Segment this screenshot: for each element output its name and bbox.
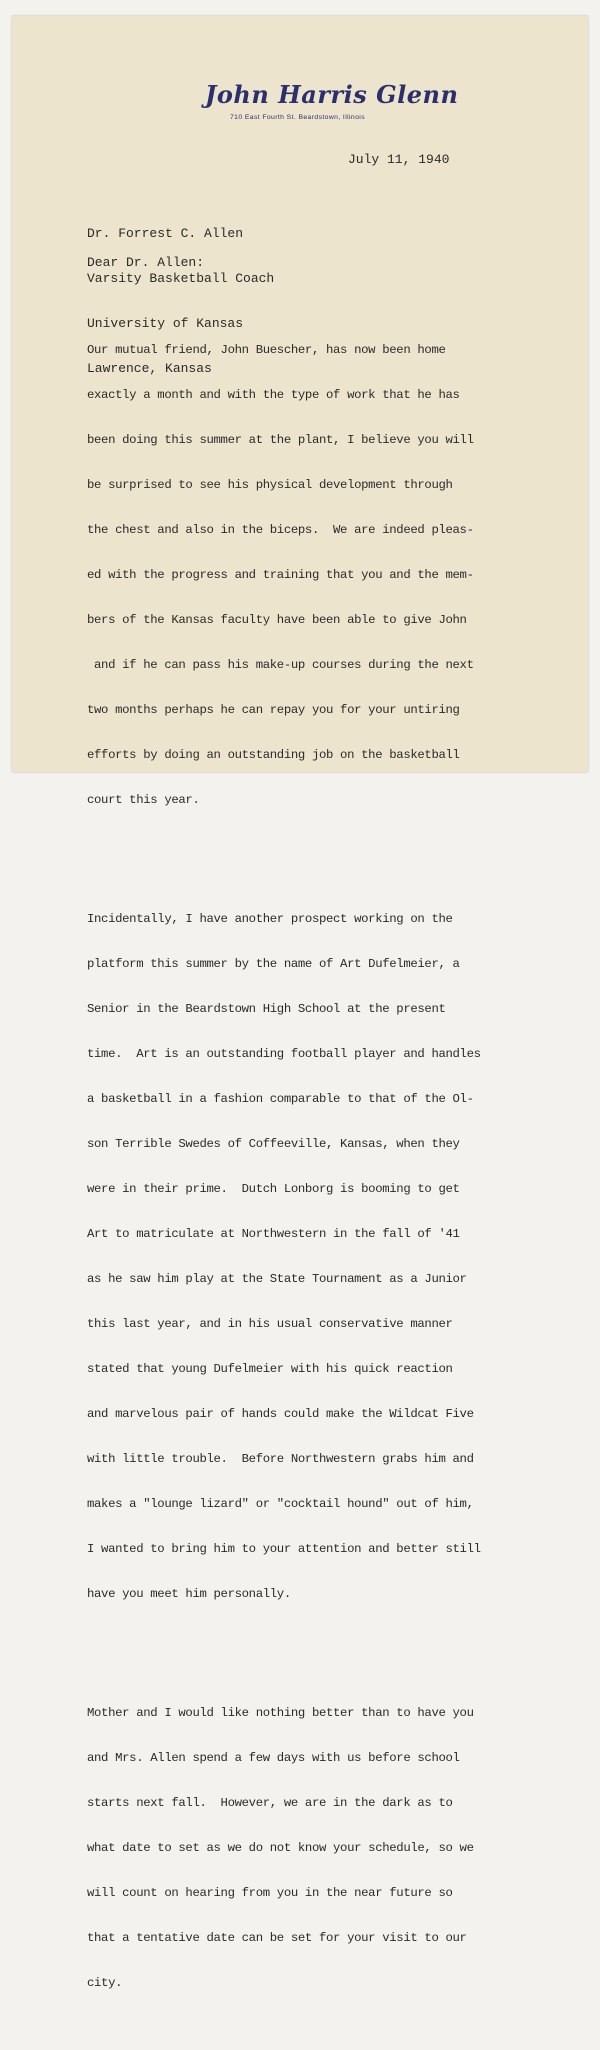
body-line: and if he can pass his make-up courses during the next bbox=[87, 658, 474, 672]
body-line: two months perhaps he can repay you for your untiring bbox=[87, 703, 460, 717]
body-line: ed with the progress and training that you and the mem- bbox=[87, 568, 474, 582]
recipient-line: Varsity Basketball Coach bbox=[87, 271, 275, 286]
paragraph bbox=[87, 313, 481, 838]
body-line: a basketball in a fashion comparable to that of the Ol- bbox=[87, 1092, 474, 1106]
body-line: Art to matriculate at Northwestern in the fall of '41 bbox=[87, 1227, 460, 1241]
body-line: have you meet him personally. bbox=[87, 1587, 291, 1601]
body-line: and Mrs. Allen spend a few days with us before school bbox=[87, 1751, 460, 1765]
body-line: will count on hearing from you in the near future so bbox=[87, 1886, 453, 1900]
body-line: and marvelous pair of hands could make the Wildcat Five bbox=[87, 1407, 474, 1421]
body-line: city. bbox=[87, 1976, 123, 1990]
letterhead-name: John Harris Glenn bbox=[205, 80, 459, 109]
body-line: the chest and also in the biceps. We are indeed pleas- bbox=[87, 523, 474, 537]
salutation: Dear Dr. Allen: bbox=[87, 255, 205, 270]
body-line: Senior in the Beardstown High School at the present bbox=[87, 1002, 446, 1016]
body-line: be surprised to see his physical development through bbox=[87, 478, 453, 492]
body-line: I wanted to bring him to your attention and better still bbox=[87, 1542, 481, 1556]
letterhead-address: 710 East Fourth St. Beardstown, Illinois bbox=[230, 114, 366, 121]
body-line: stated that young Dufelmeier with his quick reaction bbox=[87, 1362, 453, 1376]
body-line: were in their prime. Dutch Lonborg is booming to get bbox=[87, 1182, 460, 1196]
letter-body bbox=[87, 283, 481, 2050]
body-line: this last year, and in his usual conservative manner bbox=[87, 1317, 453, 1331]
body-line: as he saw him play at the State Tournament as a Junior bbox=[87, 1272, 467, 1286]
body-line: makes a "lounge lizard" or "cocktail hound" out of him, bbox=[87, 1497, 474, 1511]
body-line: Mother and I would like nothing better than to have you bbox=[87, 1706, 474, 1720]
paragraph bbox=[87, 1676, 481, 2021]
body-line: time. Art is an outstanding football player and handles bbox=[87, 1047, 481, 1061]
recipient-line: Lawrence, Kansas bbox=[87, 361, 212, 376]
body-line: bers of the Kansas faculty have been able to give John bbox=[87, 613, 467, 627]
recipient-line: Dr. Forrest C. Allen bbox=[87, 226, 244, 241]
body-line: what date to set as we do not know your schedule, so we bbox=[87, 1841, 474, 1855]
body-line: court this year. bbox=[87, 793, 200, 807]
body-line: with little trouble. Before Northwestern grabs him and bbox=[87, 1452, 474, 1466]
body-line: efforts by doing an outstanding job on the basketball bbox=[87, 748, 460, 762]
body-line: Our mutual friend, John Buescher, has now been home bbox=[87, 343, 446, 357]
body-line: that a tentative date can be set for your visit to our bbox=[87, 1931, 467, 1945]
body-line: starts next fall. However, we are in the dark as to bbox=[87, 1796, 453, 1810]
paragraph bbox=[87, 882, 481, 1632]
letter-date: July 11, 1940 bbox=[348, 152, 450, 167]
body-line: platform this summer by the name of Art Dufelmeier, a bbox=[87, 957, 460, 971]
body-line: son Terrible Swedes of Coffeeville, Kansas, when they bbox=[87, 1137, 460, 1151]
body-line: Incidentally, I have another prospect working on the bbox=[87, 912, 453, 926]
recipient-line: University of Kansas bbox=[87, 316, 244, 331]
body-line: been doing this summer at the plant, I believe you will bbox=[87, 433, 474, 447]
body-line: exactly a month and with the type of work that he has bbox=[87, 388, 460, 402]
